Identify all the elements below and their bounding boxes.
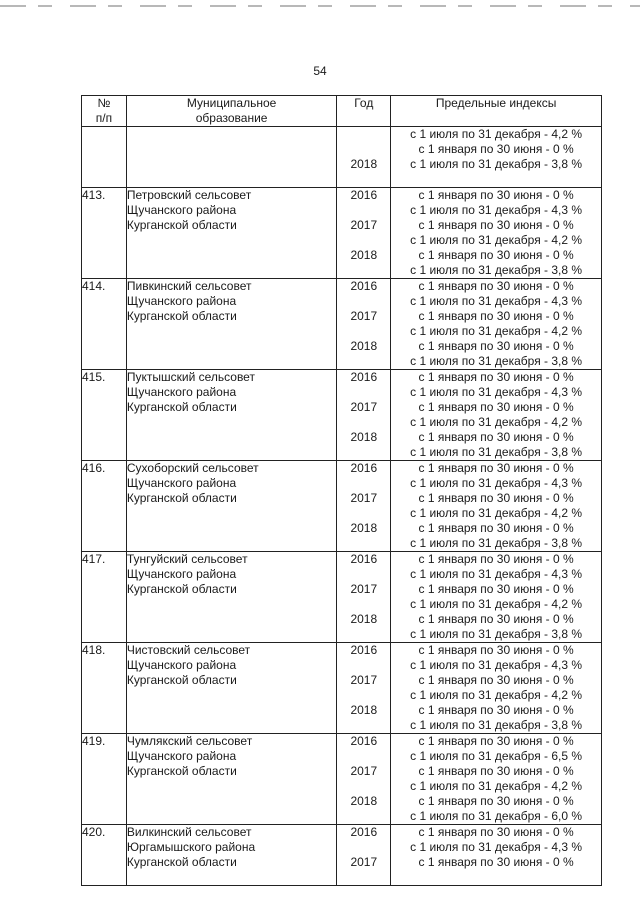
year-value: 2018 — [350, 339, 378, 353]
municipality-line: Пуктышский сельсовет — [126, 370, 255, 384]
index-line: с 1 января по 30 июня - 0 % — [418, 400, 574, 414]
year-value: 2017 — [350, 218, 378, 232]
year-value: 2016 — [350, 370, 378, 384]
indices-cell — [391, 643, 602, 734]
year-value: 2016 — [350, 552, 378, 566]
year-value: 2017 — [350, 582, 378, 596]
year-slot — [337, 188, 390, 218]
indices-cell — [391, 188, 602, 279]
row-number: 414. — [82, 279, 127, 370]
year-slot — [337, 127, 390, 157]
index-line: с 1 января по 30 июня - 0 % — [418, 612, 574, 626]
municipality-line: Курганской области — [126, 582, 237, 596]
municipality-cell — [126, 370, 337, 461]
index-line: с 1 июля по 31 декабря - 4,2 % — [410, 597, 583, 611]
year-slot — [337, 764, 390, 794]
year-cell — [337, 552, 391, 643]
index-line: с 1 июля по 31 декабря - 4,2 % — [410, 779, 583, 793]
year-value: 2018 — [350, 794, 378, 808]
year-value: 2018 — [350, 430, 378, 444]
year-value: 2016 — [350, 643, 378, 657]
indices-cell — [391, 552, 602, 643]
index-line: с 1 января по 30 июня - 0 % — [418, 794, 574, 808]
index-line: с 1 января по 30 июня - 0 % — [418, 188, 574, 202]
index-line: с 1 июля по 31 декабря - 3,8 % — [410, 627, 583, 641]
municipality-line: Курганской области — [126, 855, 237, 869]
year-cell — [337, 370, 391, 461]
municipality-cell — [126, 127, 337, 188]
index-line: с 1 января по 30 июня - 0 % — [418, 825, 574, 839]
year-slot — [337, 400, 390, 430]
index-line: с 1 января по 30 июня - 0 % — [418, 279, 574, 293]
municipality-line: Щучанского района — [126, 658, 237, 672]
year-cell — [337, 127, 391, 188]
year-slot — [337, 673, 390, 703]
municipality-line: Пивкинский сельсовет — [126, 279, 252, 293]
indices-cell — [391, 825, 602, 886]
index-line: с 1 июля по 31 декабря - 3,8 % — [410, 718, 583, 732]
municipality-line: Щучанского района — [126, 385, 237, 399]
year-cell — [337, 643, 391, 734]
municipality-line: Чистовский сельсовет — [126, 643, 251, 657]
year-value: 2016 — [350, 825, 378, 839]
municipality-line: Курганской области — [126, 400, 237, 414]
year-value: 2017 — [350, 491, 378, 505]
index-line: с 1 июля по 31 декабря - 4,2 % — [410, 506, 583, 520]
index-line: с 1 июля по 31 декабря - 4,2 % — [410, 233, 583, 247]
year-cell — [337, 188, 391, 279]
index-line: с 1 января по 30 июня - 0 % — [418, 248, 574, 262]
table-header-row — [82, 96, 602, 127]
row-number: 420. — [82, 825, 127, 886]
index-line: с 1 июля по 31 декабря - 3,8 % — [410, 536, 583, 550]
index-line: с 1 июля по 31 декабря - 4,3 % — [410, 658, 583, 672]
year-value: 2016 — [350, 734, 378, 748]
indices-cell — [391, 279, 602, 370]
municipality-line: Чумлякский сельсовет — [126, 734, 253, 748]
year-cell — [337, 734, 391, 825]
index-line: с 1 июля по 31 декабря - 3,8 % — [410, 354, 583, 368]
index-line: с 1 июля по 31 декабря - 4,3 % — [410, 840, 583, 854]
table-row — [82, 370, 602, 461]
municipality-cell — [126, 461, 337, 552]
index-line: с 1 января по 30 июня - 0 % — [418, 582, 574, 596]
header-municipality-line: образование — [195, 111, 268, 125]
index-line: с 1 января по 30 июня - 0 % — [418, 521, 574, 535]
header-indices: Предельные индексы — [391, 96, 602, 127]
year-cell — [337, 825, 391, 886]
index-line: с 1 января по 30 июня - 0 % — [418, 643, 574, 657]
municipality-line: Сухоборский сельсовет — [126, 461, 259, 475]
indices-cell — [391, 370, 602, 461]
row-number: 418. — [82, 643, 127, 734]
year-slot — [337, 734, 390, 764]
year-slot — [337, 612, 390, 642]
table-row — [82, 127, 602, 188]
municipality-cell — [126, 552, 337, 643]
index-line: с 1 июля по 31 декабря - 4,3 % — [410, 385, 583, 399]
table-row — [82, 188, 602, 279]
index-line: с 1 января по 30 июня - 0 % — [418, 142, 574, 156]
index-line: с 1 июля по 31 декабря - 4,2 % — [410, 415, 583, 429]
year-value: 2016 — [350, 188, 378, 202]
year-value: 2017 — [350, 309, 378, 323]
scan-edge-artifact — [0, 5, 640, 7]
year-slot — [337, 370, 390, 400]
header-year: Год — [337, 96, 391, 127]
index-line: с 1 июля по 31 декабря - 3,8 % — [410, 157, 583, 171]
index-line: с 1 июля по 31 декабря - 4,2 % — [410, 324, 583, 338]
index-line: с 1 января по 30 июня - 0 % — [418, 309, 574, 323]
row-number: 419. — [82, 734, 127, 825]
index-line: с 1 января по 30 июня - 0 % — [418, 673, 574, 687]
header-number — [82, 96, 127, 127]
year-slot — [337, 794, 390, 824]
indices-cell — [391, 734, 602, 825]
index-line: с 1 июля по 31 декабря - 3,8 % — [410, 445, 583, 459]
municipality-line: Петровский сельсовет — [126, 188, 252, 202]
year-slot — [337, 248, 390, 278]
index-line: с 1 января по 30 июня - 0 % — [418, 734, 574, 748]
index-line: с 1 июля по 31 декабря - 4,2 % — [410, 688, 583, 702]
year-slot — [337, 855, 390, 885]
municipality-line: Щучанского района — [126, 567, 237, 581]
header-municipality — [126, 96, 337, 127]
index-line: с 1 января по 30 июня - 0 % — [418, 764, 574, 778]
year-value: 2017 — [350, 855, 378, 869]
year-slot — [337, 521, 390, 551]
year-value: 2018 — [350, 703, 378, 717]
year-slot — [337, 582, 390, 612]
table-row — [82, 825, 602, 886]
year-slot — [337, 339, 390, 369]
year-cell — [337, 461, 391, 552]
header-number-line: п/п — [95, 111, 113, 125]
year-value: 2017 — [350, 673, 378, 687]
municipality-line: Курганской области — [126, 764, 237, 778]
year-slot — [337, 309, 390, 339]
year-value: 2016 — [350, 461, 378, 475]
municipality-cell — [126, 643, 337, 734]
index-line: с 1 июля по 31 декабря - 4,3 % — [410, 203, 583, 217]
year-slot — [337, 825, 390, 855]
year-value: 2018 — [350, 248, 378, 262]
limit-indices-table — [81, 95, 602, 886]
year-slot — [337, 218, 390, 248]
page-number: 54 — [313, 64, 327, 78]
municipality-line: Курганской области — [126, 218, 237, 232]
municipality-line: Вилкинский сельсовет — [126, 825, 252, 839]
year-value: 2017 — [350, 764, 378, 778]
table-row — [82, 734, 602, 825]
year-value — [337, 127, 390, 142]
year-slot — [337, 430, 390, 460]
year-value: 2018 — [350, 157, 378, 171]
municipality-line: Юргамышского района — [126, 840, 256, 854]
table-body — [82, 127, 602, 886]
municipality-cell — [126, 279, 337, 370]
row-number — [82, 127, 127, 188]
table-row — [82, 461, 602, 552]
row-number: 413. — [82, 188, 127, 279]
year-value: 2018 — [350, 521, 378, 535]
municipality-cell — [126, 734, 337, 825]
municipality-cell — [126, 188, 337, 279]
index-line: с 1 июля по 31 декабря - 6,5 % — [410, 749, 583, 763]
municipality-line: Щучанского района — [126, 476, 237, 490]
year-slot — [337, 461, 390, 491]
row-number: 415. — [82, 370, 127, 461]
header-number-line: № — [97, 96, 111, 110]
year-value: 2017 — [350, 400, 378, 414]
municipality-line: Щучанского района — [126, 749, 237, 763]
year-slot — [337, 491, 390, 521]
index-line: с 1 июля по 31 декабря - 4,3 % — [410, 294, 583, 308]
index-line: с 1 июля по 31 декабря - 4,2 % — [410, 127, 583, 141]
year-value: 2018 — [350, 612, 378, 626]
row-number: 416. — [82, 461, 127, 552]
index-line: с 1 января по 30 июня - 0 % — [418, 855, 574, 869]
year-slot — [337, 552, 390, 582]
index-line: с 1 января по 30 июня - 0 % — [418, 339, 574, 353]
index-line: с 1 января по 30 июня - 0 % — [418, 703, 574, 717]
table-row — [82, 279, 602, 370]
table-row — [82, 643, 602, 734]
index-line: с 1 июля по 31 декабря - 4,3 % — [410, 567, 583, 581]
year-slot — [337, 703, 390, 733]
table-row — [82, 552, 602, 643]
index-line: с 1 июля по 31 декабря - 6,0 % — [410, 809, 583, 823]
municipality-line: Щучанского района — [126, 294, 237, 308]
header-municipality-line: Муниципальное — [186, 96, 277, 110]
index-line: с 1 июля по 31 декабря - 4,3 % — [410, 476, 583, 490]
index-line: с 1 июля по 31 декабря - 3,8 % — [410, 263, 583, 277]
index-line: с 1 января по 30 июня - 0 % — [418, 461, 574, 475]
municipality-line: Курганской области — [126, 491, 237, 505]
municipality-line: Курганской области — [126, 309, 237, 323]
index-line: с 1 января по 30 июня - 0 % — [418, 430, 574, 444]
year-slot — [337, 157, 390, 187]
row-number: 417. — [82, 552, 127, 643]
year-value: 2016 — [350, 279, 378, 293]
municipality-line: Курганской области — [126, 673, 237, 687]
index-line: с 1 января по 30 июня - 0 % — [418, 218, 574, 232]
municipality-line: Щучанского района — [126, 203, 237, 217]
year-cell — [337, 279, 391, 370]
indices-cell — [391, 461, 602, 552]
municipality-cell — [126, 825, 337, 886]
index-line: с 1 января по 30 июня - 0 % — [418, 491, 574, 505]
year-slot — [337, 643, 390, 673]
index-line: с 1 января по 30 июня - 0 % — [418, 552, 574, 566]
year-slot — [337, 279, 390, 309]
indices-cell — [391, 127, 602, 188]
municipality-line: Тунгуйский сельсовет — [126, 552, 248, 566]
index-line: с 1 января по 30 июня - 0 % — [418, 370, 574, 384]
